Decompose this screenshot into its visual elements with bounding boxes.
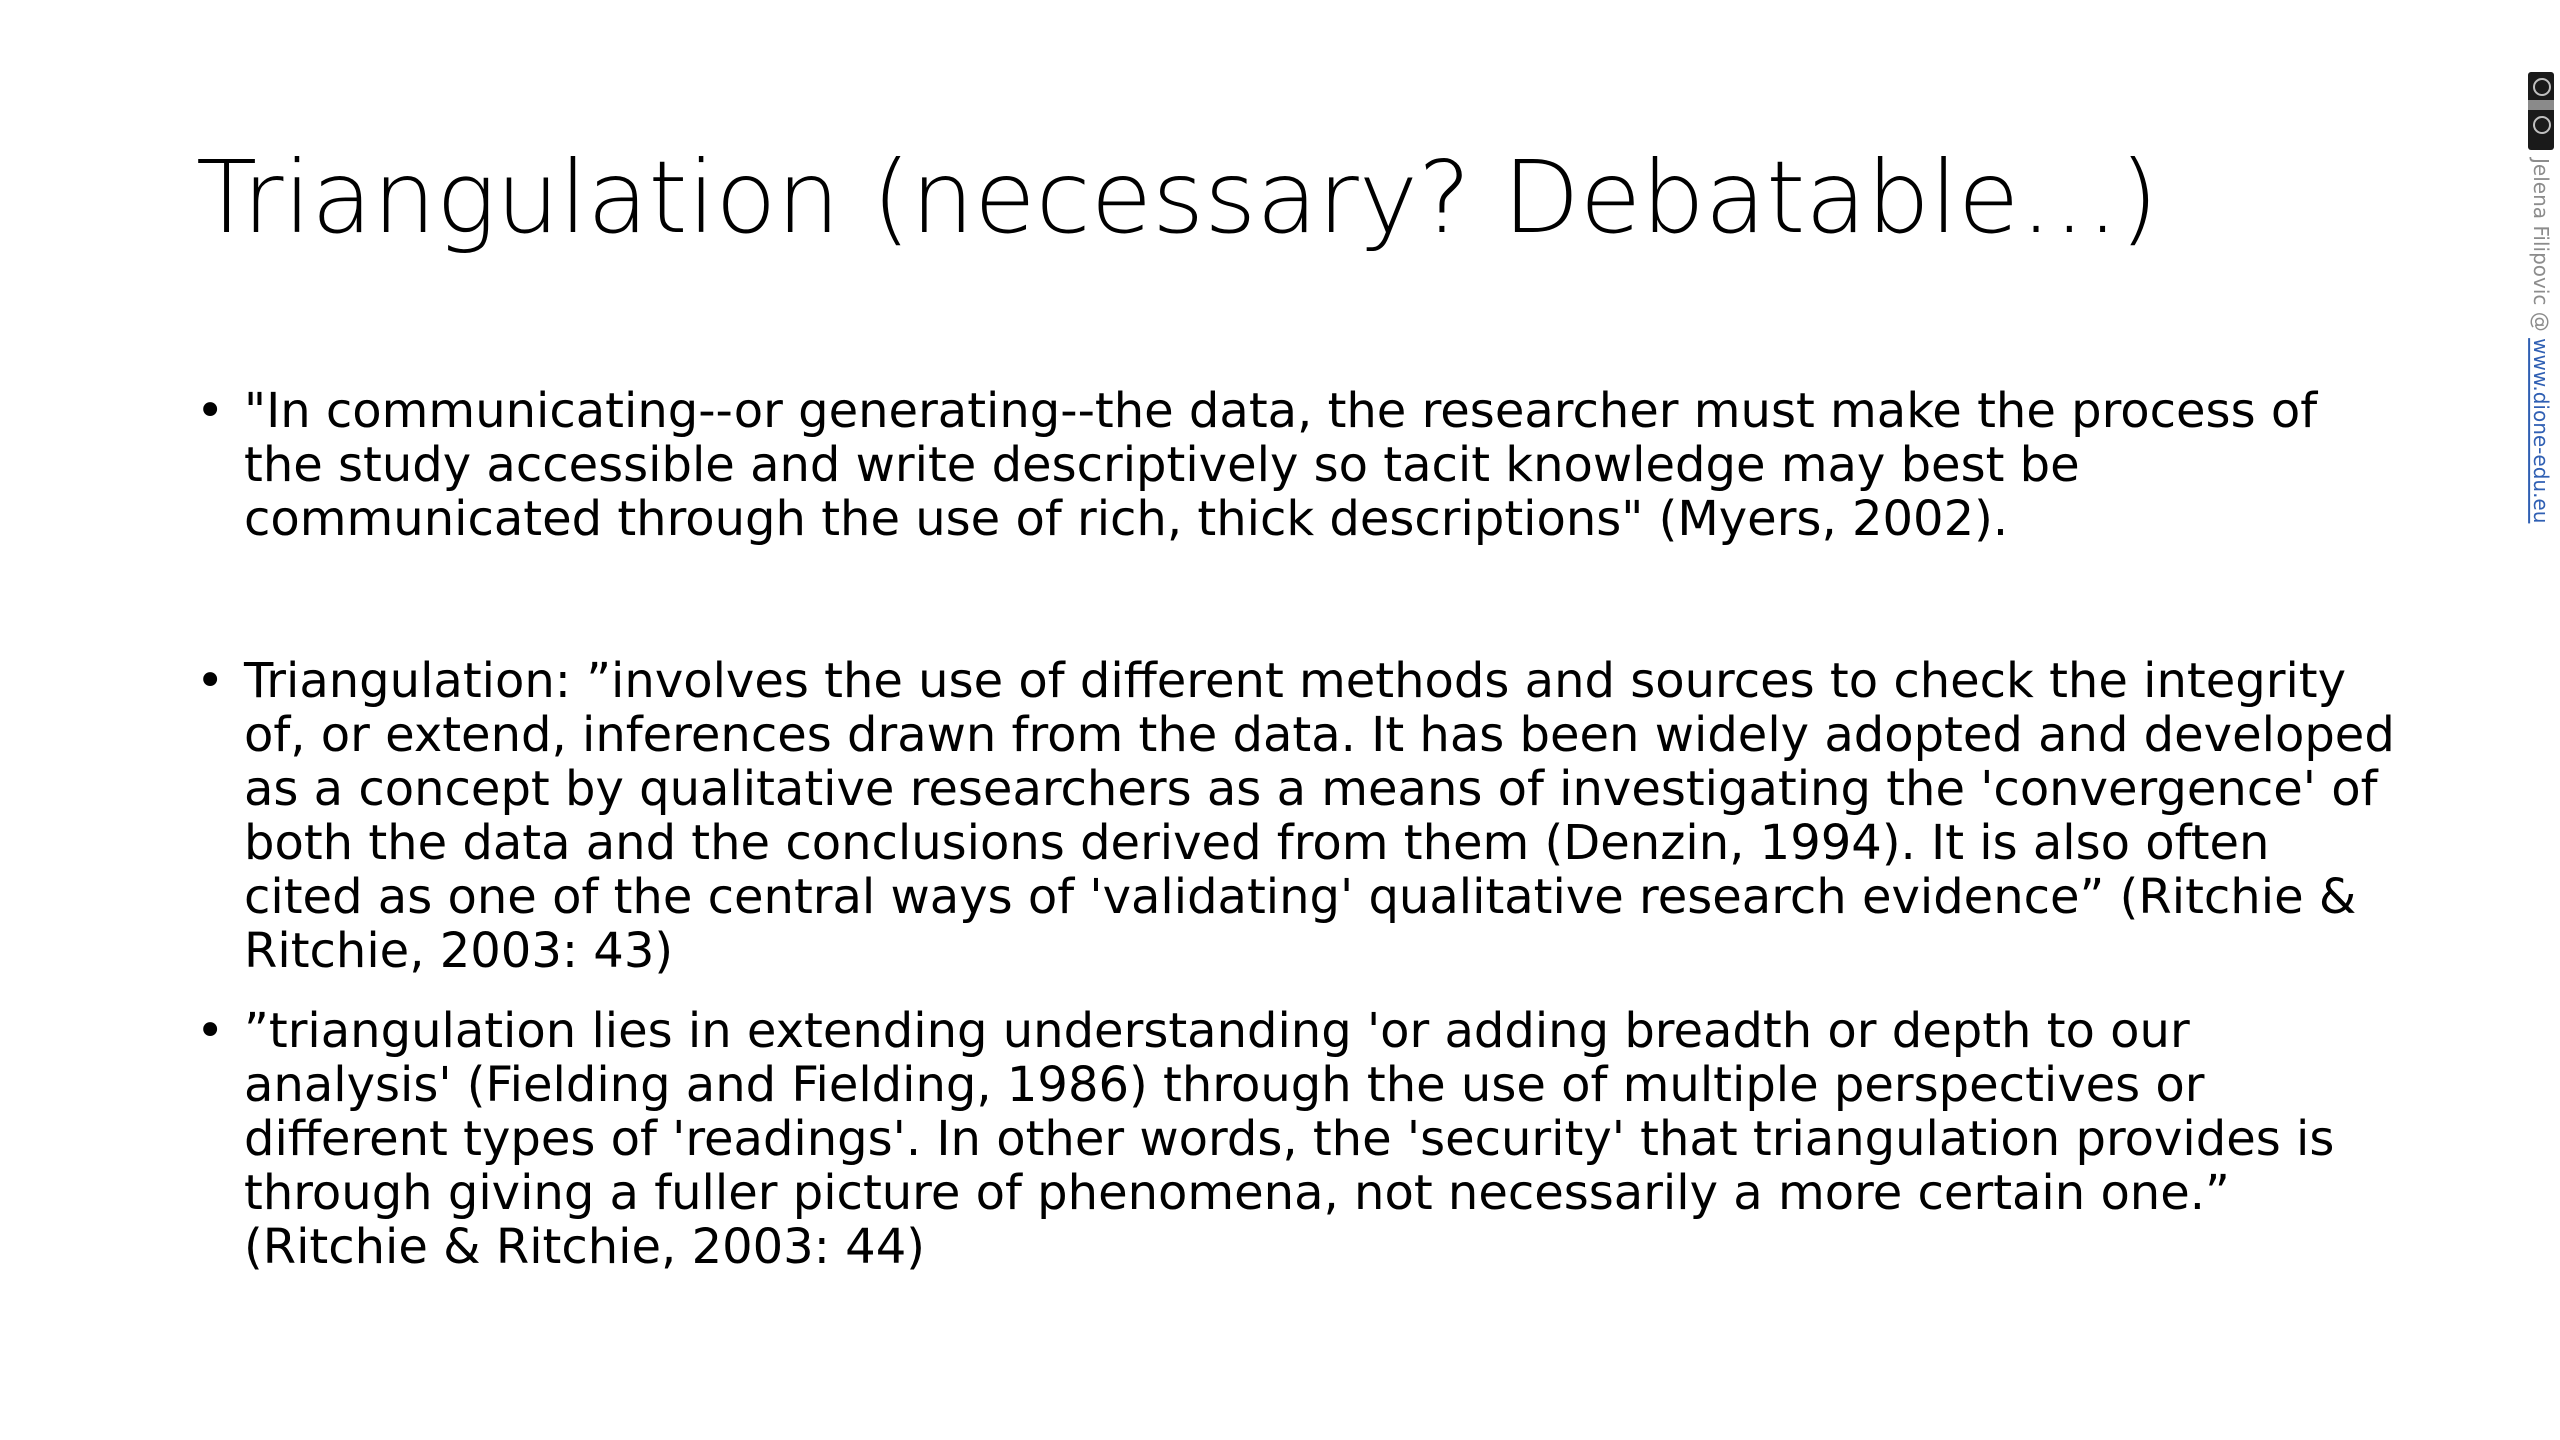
cc-circle-icon (2533, 78, 2551, 96)
bullet-text: Triangulation: ”involves the use of different methods and sources to check the integrity of, or extend, inferences drawn from the data. It has been widely adopted and developed as a concept by qualitative researchers as a means of investigating the 'convergence' of both the data and the conclusions derived from them (Denzin, 1994). It is also often cited as one of the central ways of 'validating' qualitative research evidence” (Ritchie & Ritchie, 2003: 43) (244, 653, 2395, 979)
by-circle-icon (2533, 116, 2551, 134)
bullet-text: "In communicating--or generating--the data, the researcher must make the process of the study accessible and write descriptively so tacit knowledge may best be communicated through the use of rich, thick descriptions" (Myers, 2002). (244, 383, 2318, 547)
bullet-dot: • (196, 1003, 225, 1059)
attribution-author: Jelena Filipovic @ (2529, 158, 2553, 339)
cc-stripe (2528, 100, 2554, 110)
bullet-list-3 (196, 1004, 2396, 1274)
bullet-dot: • (196, 383, 225, 439)
cc-license-icon (2528, 72, 2554, 150)
bullet-dot: • (196, 653, 225, 709)
bullet-list-1 (196, 384, 2396, 546)
attribution-link[interactable]: www.dione-edu.eu (2529, 338, 2553, 524)
slide-title: Triangulation (necessary? Debatable…) (196, 139, 2159, 256)
bullet-text: ”triangulation lies in extending understanding 'or adding breadth or depth to our analysis' (Fielding and Fielding, 1986) through the use of multiple perspectives or different types of 'readings'. In other words, the 'security' that triangulation provides is through giving a fuller picture of phenomena, not necessarily a more certain one.” (Ritchie & Ritchie, 2003: 44) (244, 1003, 2335, 1275)
bullet-item-myers (196, 384, 2396, 546)
bullet-list-2 (196, 654, 2396, 978)
bullet-item-triangulation-breadth (196, 1004, 2396, 1274)
attribution-credit (2524, 158, 2558, 538)
bullet-item-triangulation-definition (196, 654, 2396, 978)
